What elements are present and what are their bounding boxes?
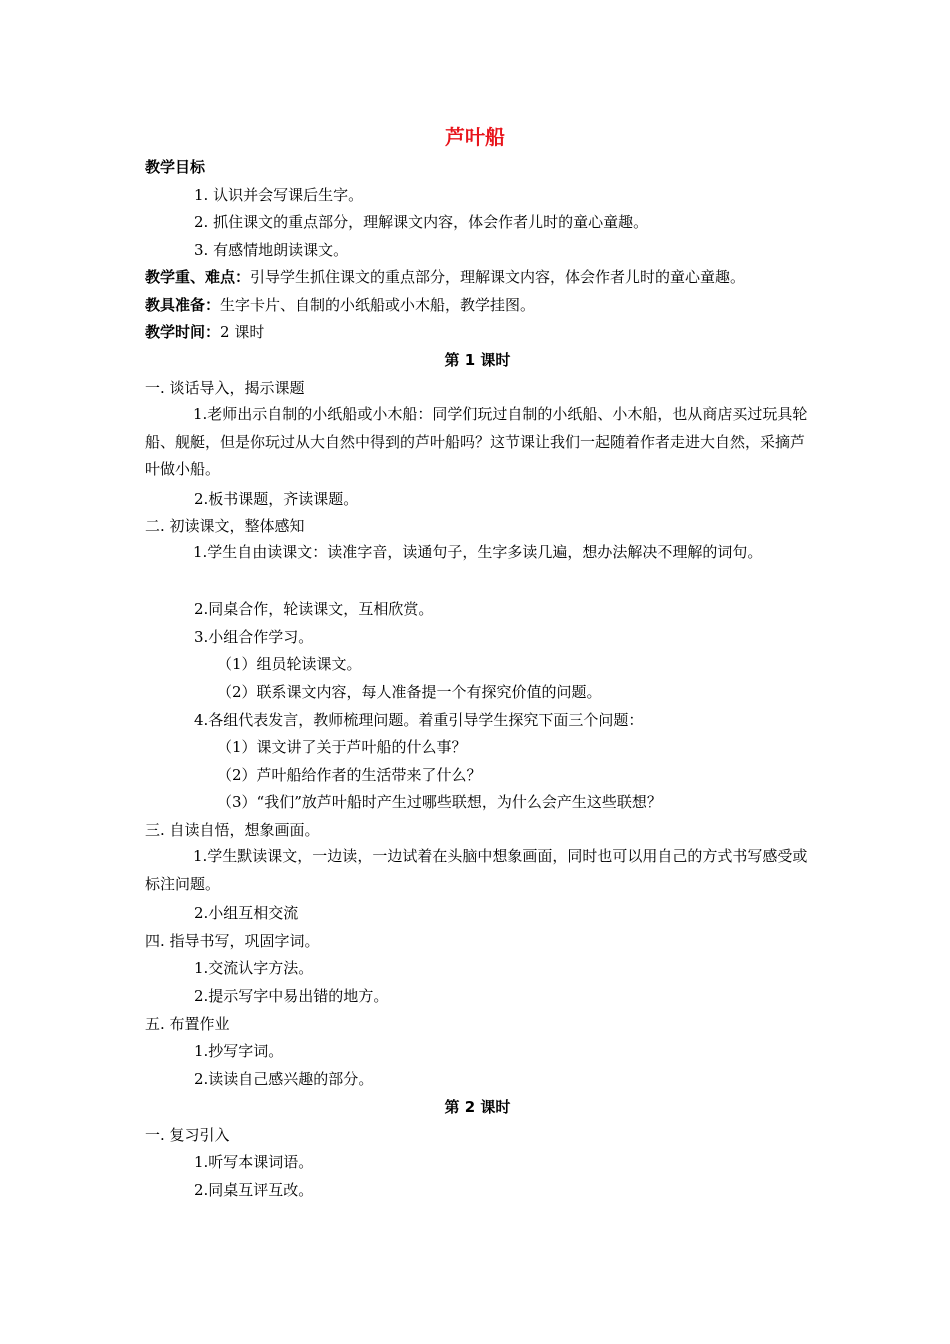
section-title: 二. 初读课文，整体感知 <box>145 517 305 535</box>
key-points-text: 引导学生抓住课文的重点部分，理解课文内容，体会作者儿时的童心童趣。 <box>250 268 746 286</box>
paragraph: 1.老师出示自制的小纸船或小木船：同学们玩过自制的小纸船、小木船，也从商店买过玩具轮船、舰艇，但是你玩过从大自然中得到的芦叶船吗？这节课让我们一起随着作者走进大自然，采摘芦叶做小船。 <box>145 405 808 478</box>
paragraph: 1.抄写字词。 <box>194 1042 284 1060</box>
time-label: 教学时间： <box>145 323 221 341</box>
paragraph: 2.读读自己感兴趣的部分。 <box>194 1070 374 1088</box>
time-text: 2 课时 <box>220 323 265 341</box>
materials-label: 教具准备： <box>145 296 221 314</box>
paragraph: 4.各组代表发言，教师梳理问题。着重引导学生探究下面三个问题： <box>194 711 644 729</box>
paragraph: 1.学生自由读课文：读准字音，读通句子，生字多读几遍，想办法解决不理解的词句。 <box>193 543 763 561</box>
section-title: 五. 布置作业 <box>145 1015 230 1033</box>
objective-item: 2. 抓住课文的重点部分，理解课文内容，体会作者儿时的童心童趣。 <box>194 213 649 231</box>
key-points-label: 教学重、难点： <box>145 268 251 286</box>
paragraph: 2.同桌互评互改。 <box>194 1181 314 1199</box>
sub-item: （2）联系课文内容，每人准备提一个有探究价值的问题。 <box>217 683 602 701</box>
paragraph: 1.听写本课词语。 <box>194 1153 314 1171</box>
materials-line <box>145 295 810 315</box>
paragraph: 2.小组互相交流 <box>194 904 299 922</box>
paragraph: 1.学生默读课文，一边读，一边试着在头脑中想象画面，同时也可以用自己的方式书写感受或标注问题。 <box>145 847 808 893</box>
document-title: 芦叶船 <box>445 125 505 149</box>
paragraph: 2.板书课题，齐读课题。 <box>194 490 359 508</box>
paragraph: 2.同桌合作，轮读课文，互相欣赏。 <box>194 600 434 618</box>
objectives-heading: 教学目标 <box>145 158 206 176</box>
lesson1-heading: 第 1 课时 <box>444 351 511 369</box>
section-title: 一. 谈话导入，揭示课题 <box>145 379 305 397</box>
paragraph: 3.小组合作学习。 <box>194 628 314 646</box>
section-title: 三. 自读自悟，想象画面。 <box>145 821 320 839</box>
time-line <box>145 322 810 342</box>
paragraph: 2.提示写字中易出错的地方。 <box>194 987 389 1005</box>
sub-item: （1）组员轮读课文。 <box>217 655 362 673</box>
objective-item: 1. 认识并会写课后生字。 <box>194 186 364 204</box>
section-title: 一. 复习引入 <box>145 1126 230 1144</box>
sub-item: （3）“我们”放芦叶船时产生过哪些联想，为什么会产生这些联想？ <box>217 793 662 811</box>
sub-item: （2）芦叶船给作者的生活带来了什么？ <box>217 766 482 784</box>
objective-item: 3. 有感情地朗读课文。 <box>194 241 349 259</box>
sub-item: （1）课文讲了关于芦叶船的什么事？ <box>217 738 467 756</box>
section-title: 四. 指导书写，巩固字词。 <box>145 932 320 950</box>
paragraph: 1.交流认字方法。 <box>194 959 314 977</box>
key-points-line <box>145 267 810 287</box>
materials-text: 生字卡片、自制的小纸船或小木船，教学挂图。 <box>220 296 536 314</box>
lesson2-heading: 第 2 课时 <box>444 1098 511 1116</box>
